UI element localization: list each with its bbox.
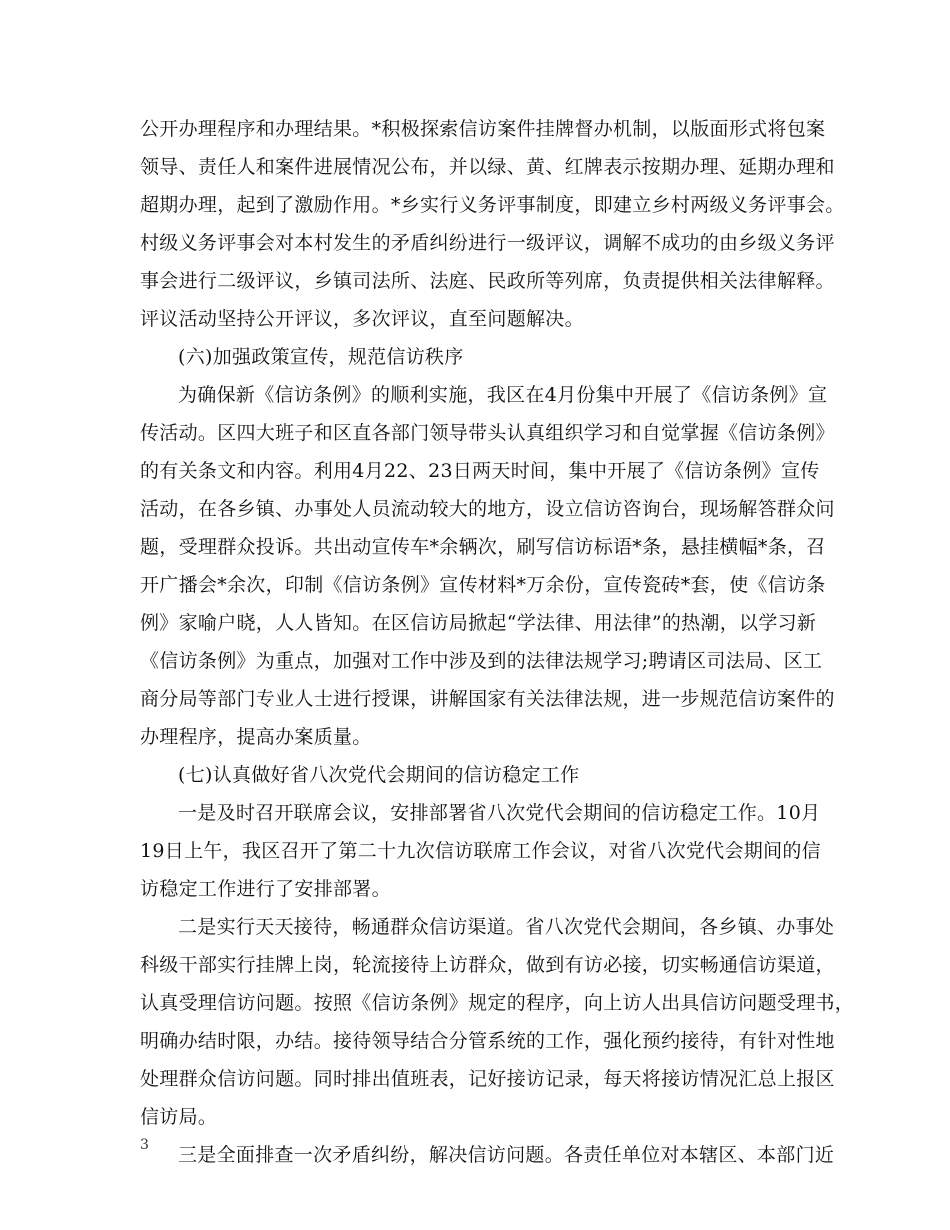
text-line: 办理程序，提高办案质量。: [140, 726, 372, 748]
text-line: 二是实行天天接待，畅通群众信访渠道。省八次党代会期间，各乡镇、办事处: [178, 916, 835, 938]
text-line: 商分局等部门专业人士进行授课，讲解国家有关法律法规，进一步规范信访案件的: [140, 688, 835, 710]
text-line: 题，受理群众投诉。共出动宣传车*余辆次，刷写信访标语*条，悬挂横幅*条，召: [140, 536, 826, 558]
text-line: 科级干部实行挂牌上岗，轮流接待上访群众，做到有访必接，切实畅通信访渠道，: [140, 954, 835, 976]
text-line: 例》家喻户晓，人人皆知。在区信访局掀起“学法律、用法律”的热潮，以学习新: [140, 612, 817, 634]
text-line: 19日上午，我区召开了第二十九次信访联席工作会议，对省八次党代会期间的信: [140, 840, 821, 862]
text-line: 处理群众信访问题。同时排出值班表，记好接访记录，每天将接访情况汇总上报区: [140, 1068, 835, 1090]
text-line: 活动，在各乡镇、办事处人员流动较大的地方，设立信访咨询台，现场解答群众问: [140, 498, 835, 520]
document-body: [140, 110, 855, 1174]
text-line: 信访局。: [140, 1106, 218, 1128]
text-line: 开广播会*余次，印制《信访条例》宣传材料*万余份，宣传瓷砖*套，使《信访条: [140, 574, 826, 596]
page-number: 3: [140, 1137, 149, 1153]
text-line: 村级义务评事会对本村发生的矛盾纠纷进行一级评议，调解不成功的由乡级义务评: [140, 232, 835, 254]
text-line: 为确保新《信访条例》的顺利实施，我区在4月份集中开展了《信访条例》宣: [178, 384, 828, 406]
text-line: 《信访条例》为重点，加强对工作中涉及到的法律法规学习;聘请区司法局、区工: [140, 650, 823, 672]
text-line: 认真受理信访问题。按照《信访条例》规定的程序，向上访人出具信访问题受理书，: [140, 992, 855, 1014]
text-line: 领导、责任人和案件进展情况公布，并以绿、黄、红牌表示按期办理、延期办理和: [140, 156, 835, 178]
text-line: 访稳定工作进行了安排部署。: [140, 878, 391, 900]
text-line: 评议活动坚持公开评议，多次评议，直至问题解决。: [140, 308, 584, 330]
text-line: 明确办结时限，办结。接待领导结合分管系统的工作，强化预约接待，有针对性地: [140, 1030, 835, 1052]
text-line: 传活动。区四大班子和区直各部门领导带头认真组织学习和自觉掌握《信访条例》: [140, 422, 835, 444]
section-heading-7: (七)认真做好省八次党代会期间的信访稳定工作: [178, 764, 580, 786]
text-line: 的有关条文和内容。利用4月22、23日两天时间，集中开展了《信访条例》宣传: [140, 460, 820, 482]
text-line: 三是全面排查一次矛盾纠纷，解决信访问题。各责任单位对本辖区、本部门近: [178, 1144, 835, 1166]
text-line: 超期办理，起到了激励作用。*乡实行义务评事制度，即建立乡村两级义务评事会。: [140, 194, 845, 216]
text-line: 公开办理程序和办理结果。*积极探索信访案件挂牌督办机制，以版面形式将包案: [140, 118, 826, 140]
section-heading-6: (六)加强政策宣传，规范信访秩序: [178, 346, 464, 368]
text-line: 事会进行二级评议，乡镇司法所、法庭、民政所等列席，负责提供相关法律解释。: [140, 270, 835, 292]
text-line: 一是及时召开联席会议，安排部署省八次党代会期间的信访稳定工作。10月: [178, 802, 821, 824]
